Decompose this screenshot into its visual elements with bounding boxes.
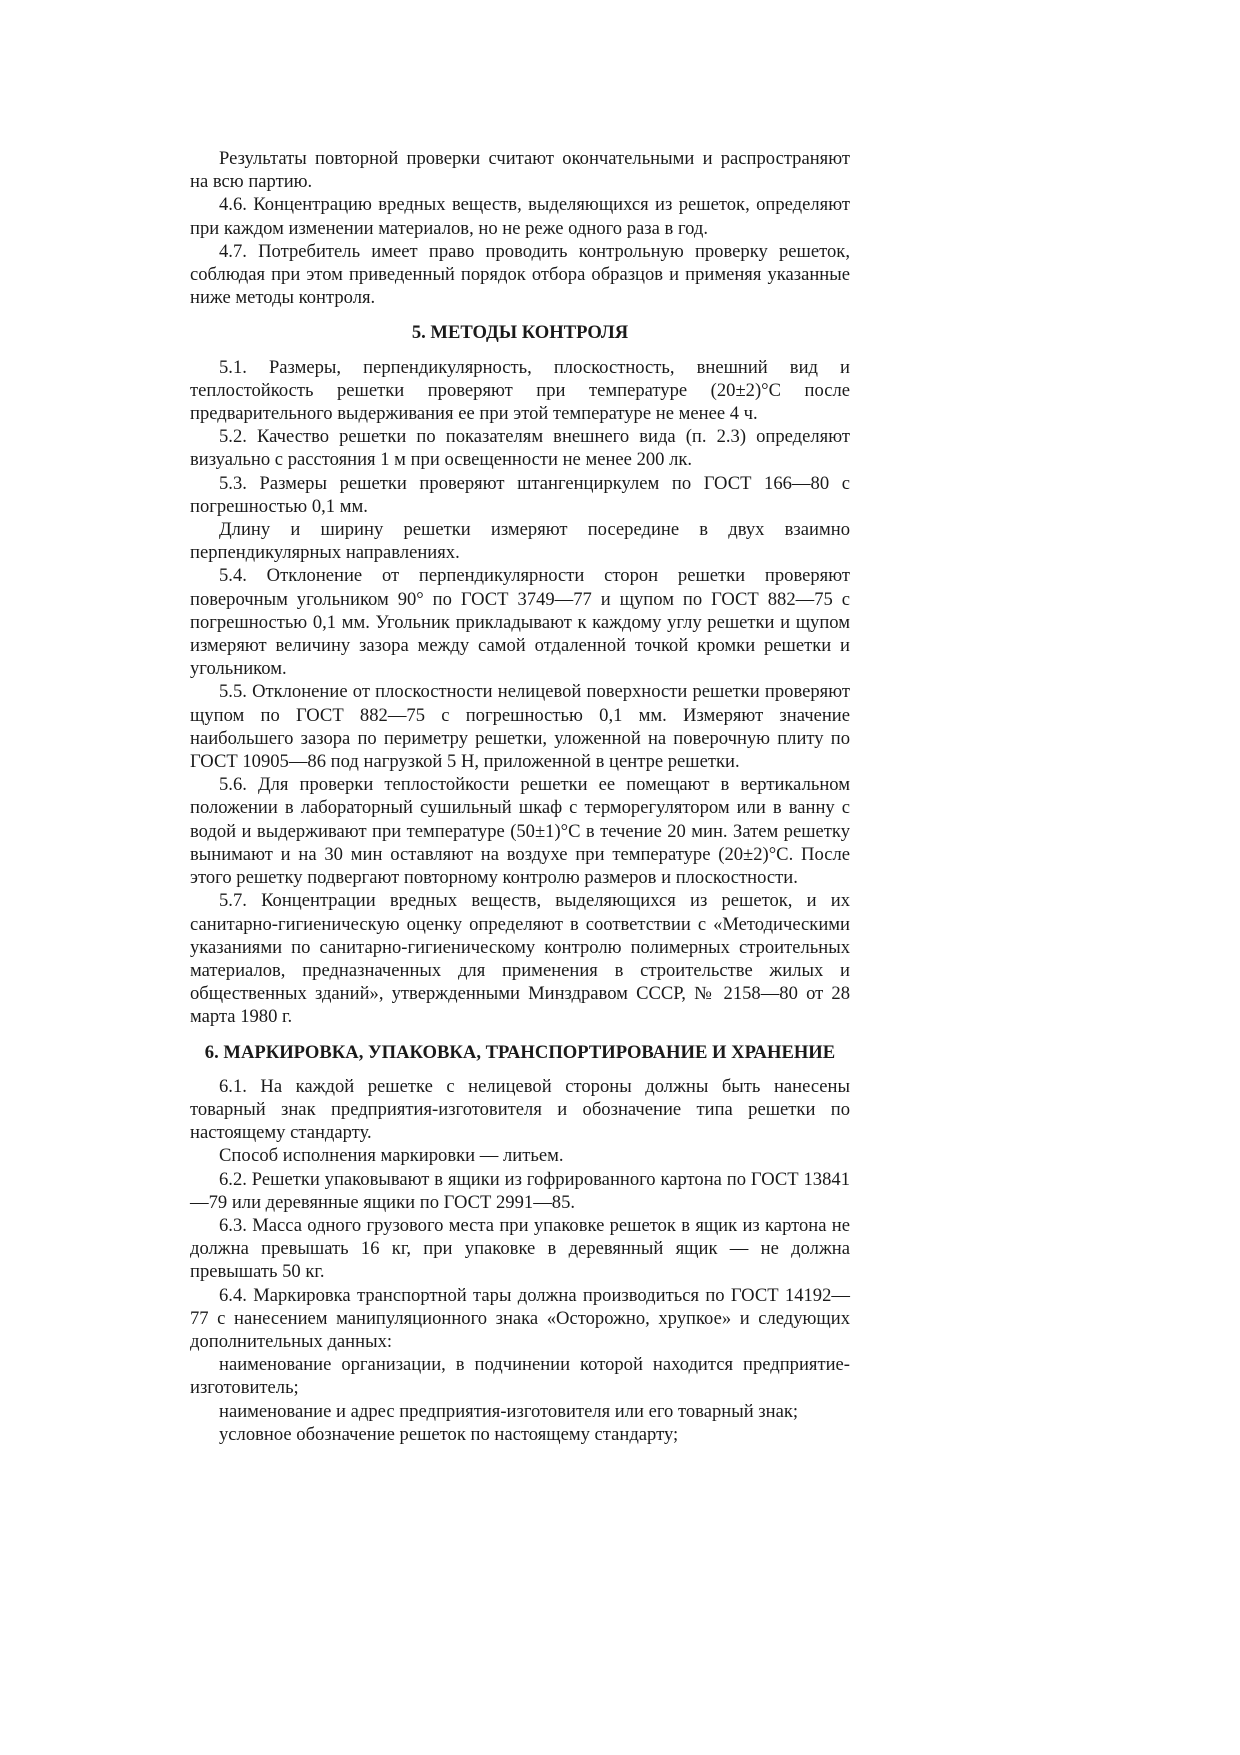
section-4-continuation (190, 147, 850, 309)
paragraph-4-6: 4.6. Концентрацию вредных веществ, выделяющихся из решеток, определяют при каждом изменении материалов, но не реже одного раза в год. (190, 194, 850, 239)
document-page (190, 147, 850, 1446)
paragraph-6-3: 6.3. Масса одного грузового места при упаковке решеток в ящик из картона не должна превышать 16 кг, при упаковке в деревянный ящик — не должна превышать 50 кг. (190, 1214, 850, 1283)
paragraph-6-2: 6.2. Решетки упаковывают в ящики из гофрированного картона по ГОСТ 13841—79 или деревянные ящики по ГОСТ 2991—85. (190, 1168, 850, 1213)
paragraph-4-7: 4.7. Потребитель имеет право проводить контрольную проверку решеток, соблюдая при этом приведенный порядок отбора образцов и применяя указанные ниже методы контроля. (190, 240, 850, 309)
paragraph-6-4-item-organization: наименование организации, в подчинении которой находится предприятие-изготовитель; (190, 1354, 850, 1399)
paragraph-5-1: 5.1. Размеры, перпендикулярность, плоскостность, внешний вид и теплостойкость решетки проверяют при температуре (20±2)°С после предварительного выдерживания ее при этой температуре не менее 4 ч. (190, 356, 850, 425)
paragraph-6-1: 6.1. На каждой решетке с нелицевой стороны должны быть нанесены товарный знак предприятия-изготовителя и обозначение типа решетки по настоящему стандарту. (190, 1075, 850, 1144)
section-5 (190, 321, 850, 1028)
section-6-heading: 6. МАРКИРОВКА, УПАКОВКА, ТРАНСПОРТИРОВАНИЕ И ХРАНЕНИЕ (204, 1041, 836, 1063)
paragraph-5-6: 5.6. Для проверки теплостойкости решетки ее помещают в вертикальном положении в лабораторный сушильный шкаф с терморегулятором или в ванну с водой и выдерживают при температуре (50±1)°С в течение 20 мин. Затем решетку вынимают и на 30 мин оставляют на воздухе при температуре (20±2)°С. После этого решетку подвергают повторному контролю размеров и плоскостности. (190, 774, 850, 889)
section-5-heading: 5. МЕТОДЫ КОНТРОЛЯ (411, 322, 629, 344)
paragraph-5-3: 5.3. Размеры решетки проверяют штангенциркулем по ГОСТ 166—80 с погрешностью 0,1 мм. (190, 472, 850, 517)
paragraph-5-3-measure: Длину и ширину решетки измеряют посередине в двух взаимно перпендикулярных направлениях. (190, 519, 850, 564)
paragraph-6-1-method: Способ исполнения маркировки — литьем. (219, 1145, 564, 1167)
paragraph-6-4-item-designation: условное обозначение решеток по настоящему стандарту; (219, 1423, 679, 1445)
paragraph-5-2: 5.2. Качество решетки по показателям внешнего вида (п. 2.3) определяют визуально с расстояния 1 м при освещенности не менее 200 лк. (190, 426, 850, 471)
paragraph-4-5-results: Результаты повторной проверки считают окончательными и распространяют на всю партию. (190, 148, 850, 193)
paragraph-5-7: 5.7. Концентрации вредных веществ, выделяющихся из решеток, и их санитарно-гигиеническую оценку определяют в соответствии с «Методическими указаниями по санитарно-гигиеническому контролю полимерных строительных материалов, предназначенных для применения в строительстве жилых и общественных зданий», утвержденными Минздравом СССР, № 2158—80 от 28 марта 1980 г. (190, 890, 850, 1028)
paragraph-6-4-item-manufacturer: наименование и адрес предприятия-изготовителя или его товарный знак; (219, 1400, 799, 1422)
section-6 (190, 1041, 850, 1446)
paragraph-6-4: 6.4. Маркировка транспортной тары должна производиться по ГОСТ 14192—77 с нанесением манипуляционного знака «Осторожно, хрупкое» и следующих дополнительных данных: (190, 1284, 850, 1352)
paragraph-5-5: 5.5. Отклонение от плоскостности нелицевой поверхности решетки проверяют щупом по ГОСТ 882—75 с погрешностью 0,1 мм. Измеряют значение наибольшего зазора по периметру решетки, уложенной на поверочную плиту по ГОСТ 10905—86 под нагрузкой 5 Н, приложенной в центре решетки. (190, 681, 850, 773)
paragraph-5-4: 5.4. Отклонение от перпендикулярности сторон решетки проверяют поверочным угольником 90° по ГОСТ 3749—77 и щупом по ГОСТ 882—75 с погрешностью 0,1 мм. Угольник прикладывают к каждому углу решетки и щупом измеряют величину зазора между самой отдаленной точкой кромки решетки и угольником. (190, 565, 850, 680)
